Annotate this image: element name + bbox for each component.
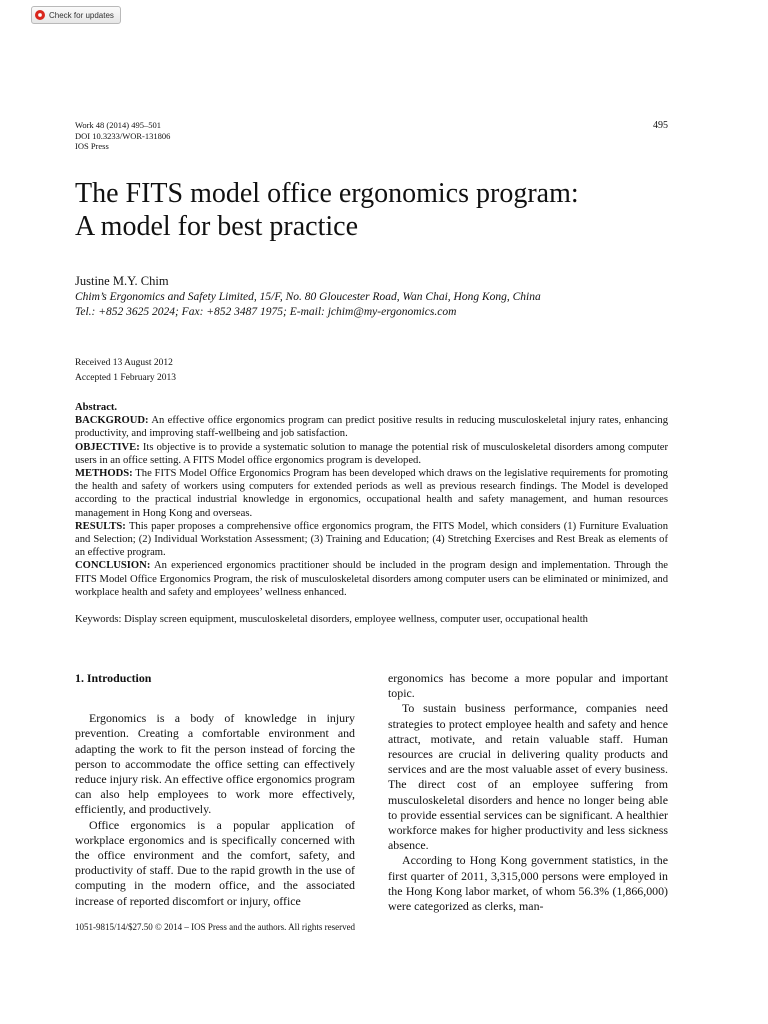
methods-label: METHODS: [75, 468, 133, 480]
check-for-updates-button[interactable] [31, 6, 121, 24]
methods-text: The FITS Model Office Ergonomics Program has been developed which draws on the legislative requirements for promoting the health and safety of workers using computers for extended periods as well as previous research findings. The Model is developed according to the practical industrial knowledge in ergonomics, occupational health and safety management, and human resources management in Hong Kong and overseas. [75, 468, 668, 519]
copyright-footer: 1051-9815/14/$27.50 © 2014 – IOS Press and the authors. All rights reserved [75, 922, 356, 932]
journal-citation: Work 48 (2014) 495–501 [75, 120, 161, 130]
abstract-background [75, 414, 668, 440]
page-number: 495 [653, 120, 668, 131]
body-paragraph: Ergonomics is a body of knowledge in injury prevention. Creating a comfortable environment and adapting the work to fit the person instead of forcing the person to accommodate the office setting can effectively reduce injury risk. An effective office ergonomics program can also help employees to work more effectively, efficiently, and productively. [75, 711, 355, 817]
received-date: Received 13 August 2012 [75, 358, 173, 368]
title-line-1: The FITS model office ergonomics program: [75, 178, 579, 209]
abstract-objective [75, 441, 668, 467]
body-paragraph: ergonomics has become a more popular and important topic. [388, 671, 668, 701]
publication-dates [75, 356, 176, 386]
body-paragraph: Office ergonomics is a popular application of workplace ergonomics and is specifically concerned with the office environment and the comfort, safety, and productivity of staff. Due to the rapid growth in the use of computing in the modern office, and the associated increase of reported discomfort or injury, office [75, 817, 355, 908]
body-column-left [75, 671, 355, 909]
check-for-updates-icon [35, 10, 45, 20]
abstract [75, 401, 668, 599]
abstract-conclusion [75, 559, 668, 599]
author-affiliation-block [75, 290, 541, 319]
accepted-date: Accepted 1 February 2013 [75, 373, 177, 383]
conclusion-text: An experienced ergonomics practitioner should be included in the program design and implementation. Through the FITS Model Office Ergonomics Program, the risk of musculoskeletal disorders among computer users can be eliminated or minimized, and workplace health and safety and employees’ wellness enhanced. [75, 560, 668, 598]
objective-label: OBJECTIVE: [75, 441, 140, 453]
abstract-methods [75, 467, 668, 520]
results-text: This paper proposes a comprehensive office ergonomics program, the FITS Model, which considers (1) Furniture Evaluation and Selection; (2) Individual Workstation Assessment; (3) Training and Education; (4) Stretching Exercises and Rest Break as elements of an effective program. [75, 520, 668, 559]
body-paragraph: According to Hong Kong government statistics, in the first quarter of 2011, 3,315,000 persons were employed in the Hong Kong labor market, of whom 56.3% (1,866,000) were categorized as clerks, man- [388, 853, 668, 914]
author-contact: Tel.: +852 3625 2024; Fax: +852 3487 1975; E-mail: jchim@my-ergonomics.com [75, 305, 457, 318]
body-paragraph: To sustain business performance, companies need strategies to protect employee health and safety and hence attract, motivate, and retain valuable staff. Human resources are crucial in delivering quality products and services and are the most valuable asset of every business. The direct cost of an employee suffering from musculoskeletal disorders and hence no longer being able to provide essential services can be significant. A healthier workforce makes for higher productivity and less sickness absence. [388, 701, 668, 853]
conclusion-label: CONCLUSION: [75, 560, 151, 572]
author-affiliation: Chim’s Ergonomics and Safety Limited, 15/F, No. 80 Gloucester Road, Wan Chai, Hong Kong, China [75, 291, 541, 303]
doi: DOI 10.3233/WOR-131806 [75, 130, 171, 141]
journal-meta [75, 120, 170, 152]
title-line-2: A model for best practice [75, 211, 359, 242]
section-heading: 1. Introduction [75, 671, 152, 685]
background-label: BACKGROUD: [75, 415, 149, 427]
author-name: Justine M.Y. Chim [75, 274, 169, 288]
results-label: RESULTS: [75, 520, 126, 532]
abstract-heading: Abstract. [75, 402, 118, 413]
check-for-updates-label: Check for updates [49, 10, 114, 20]
abstract-results [75, 520, 668, 560]
paper-title [75, 177, 695, 243]
body-column-right [388, 671, 668, 914]
publisher: IOS Press [75, 141, 109, 151]
background-text: An effective office ergonomics program can predict positive results in reducing musculoskeletal injury rates, enhancing productivity, and improving staff-wellbeing and job satisfaction. [75, 415, 668, 440]
objective-text: Its objective is to provide a systematic solution to manage the potential risk of musculoskeletal disorders among computer users in an office setting. A FITS Model office ergonomics program is developed. [75, 441, 668, 466]
keywords: Keywords: Display screen equipment, musculoskeletal disorders, employee wellness, computer user, occupational health [75, 614, 588, 625]
